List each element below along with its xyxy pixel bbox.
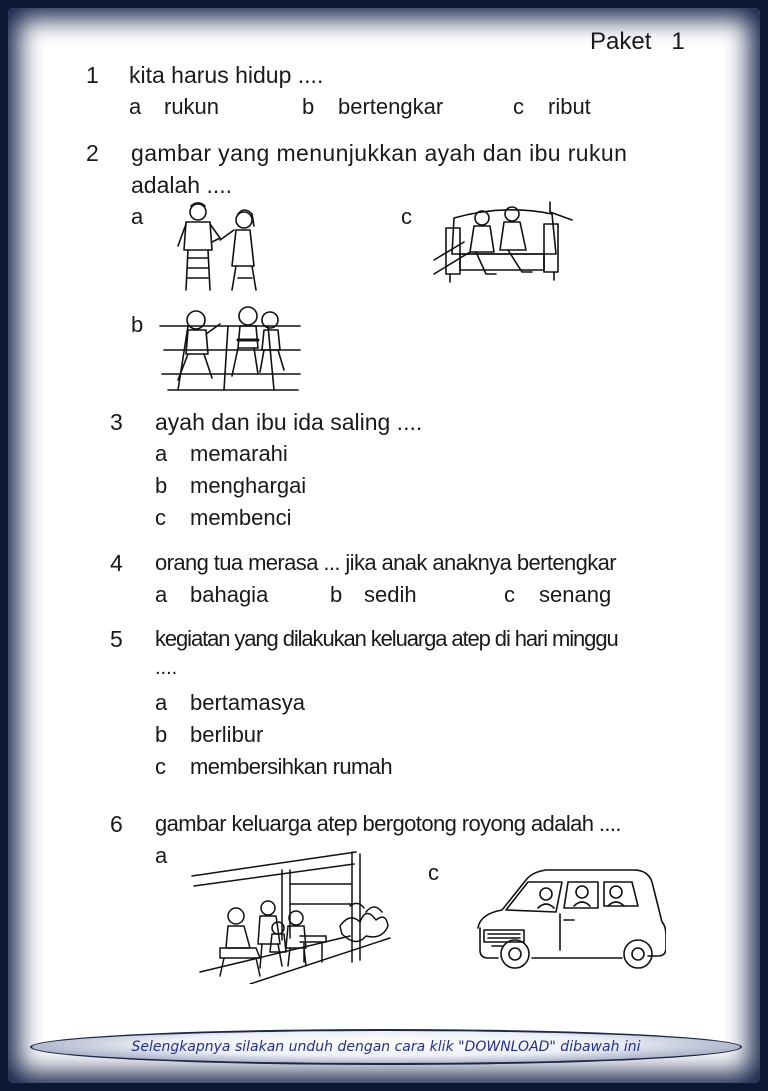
q2-number: 2 <box>86 140 99 166</box>
q5-number: 5 <box>110 626 123 652</box>
q5-option-b-letter: b <box>155 722 168 747</box>
family-on-porch-illustration <box>190 846 400 984</box>
paket-word: Paket <box>590 28 652 55</box>
q1-option-c-text: ribut <box>548 94 591 119</box>
q3-text: ayah dan ibu ida saling .... <box>155 409 423 435</box>
q6-label-c: c <box>428 860 439 885</box>
q1-text: kita harus hidup .... <box>129 62 324 88</box>
q4-number: 4 <box>110 550 123 576</box>
q3-option-b-text: menghargai <box>190 473 307 498</box>
q6-text: gambar keluarga atep bergotong royong adalah .... <box>155 811 621 836</box>
q3-option-b-letter: b <box>155 473 168 498</box>
q2-label-c: c <box>401 204 412 229</box>
q4-option-b-text: sedih <box>364 582 417 607</box>
q4-option-c-text: senang <box>539 582 612 607</box>
couple-arguing-illustration <box>158 198 270 294</box>
q1-option-b-text: bertengkar <box>338 94 444 119</box>
q3-option-c-text: membenci <box>190 505 292 530</box>
q5-option-c-letter: c <box>155 754 166 779</box>
q4-option-b-letter: b <box>330 582 343 607</box>
download-banner-text: Selengkapnya silakan unduh dengan cara klik "DOWNLOAD" dibawah ini <box>131 1039 641 1055</box>
q6-label-a: a <box>155 843 168 868</box>
q1-option-a-letter: a <box>129 94 142 119</box>
q1-number: 1 <box>86 62 99 88</box>
q2-label-b: b <box>131 312 144 337</box>
q4-option-a-letter: a <box>155 582 168 607</box>
q1-option-b-letter: b <box>302 94 315 119</box>
q3-option-a-text: memarahi <box>190 441 288 466</box>
q4-text: orang tua merasa ... jika anak anaknya bertengkar <box>155 550 617 575</box>
worksheet-page <box>8 8 760 1083</box>
q3-number: 3 <box>110 409 123 435</box>
q5-option-c-text: membersihkan rumah <box>190 754 392 779</box>
q5-option-b-text: berlibur <box>190 722 264 747</box>
paket-label <box>590 30 685 54</box>
q5-option-a-text: bertamasya <box>190 690 305 715</box>
children-playing-illustration <box>158 296 306 396</box>
paket-number: 1 <box>671 28 685 55</box>
q4-option-a-text: bahagia <box>190 582 269 607</box>
q5-text-line1: kegiatan yang dilakukan keluarga atep di hari minggu <box>155 626 618 651</box>
q5-text-line2: .... <box>155 657 178 679</box>
q3-option-c-letter: c <box>155 505 166 530</box>
q2-label-a: a <box>131 204 144 229</box>
q2-text-line1: gambar yang menunjukkan ayah dan ibu rukun <box>131 140 628 166</box>
q1-option-c-letter: c <box>513 94 524 119</box>
q3-option-a-letter: a <box>155 441 168 466</box>
couple-on-sofa-illustration <box>432 194 574 290</box>
q6-number: 6 <box>110 811 123 837</box>
q1-option-a-text: rukun <box>164 94 220 119</box>
download-banner[interactable] <box>30 1029 742 1065</box>
family-in-car-illustration <box>470 858 666 976</box>
q5-option-a-letter: a <box>155 690 168 715</box>
q2-text-line2: adalah .... <box>131 172 233 198</box>
q4-option-c-letter: c <box>504 582 515 607</box>
